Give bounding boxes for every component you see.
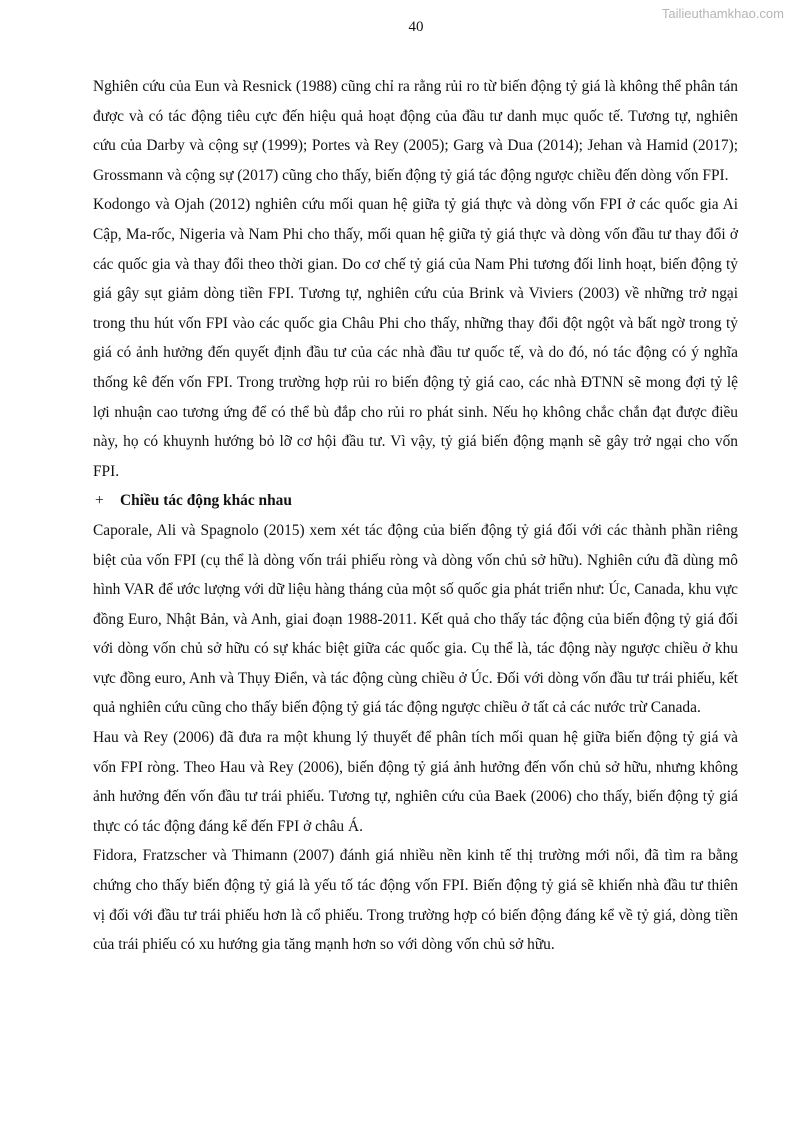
paragraph-3: Caporale, Ali và Spagnolo (2015) xem xét tác động của biến động tỷ giá đối với các thành phần riêng biệt của vốn FPI (cụ thể là dòng vốn trái phiếu ròng và dòng vốn chủ sở hữu). Nghiên cứu đã dùng mô hình VAR để ước lượng với dữ liệu hàng tháng của một số quốc gia phát triển như: Úc, Canada, khu vực đồng Euro, Nhật Bản, và Anh, giai đoạn 1988-2011. Kết quả cho thấy tác động của biến động tỷ giá đối với dòng vốn chủ sở hữu có sự khác biệt giữa các quốc gia. Cụ thể là, tác động này ngược chiều ở khu vực đồng euro, Anh và Thụy Điển, và tác động cùng chiều ở Úc. Đối với dòng vốn đầu tư trái phiếu, kết quả nghiên cứu cũng cho thấy biến động tỷ giá tác động ngược chiều ở tất cả các nước trừ Canada. [93, 521, 738, 717]
page-number: 40 [408, 19, 424, 35]
paragraph-5: Fidora, Fratzscher và Thimann (2007) đánh giá nhiều nền kinh tế thị trường mới nổi, đã tìm ra bằng chứng cho thấy biến động tỷ giá là yếu tố tác động vốn FPI. Biến động tỷ giá sẽ khiến nhà đầu tư thiên vị đối với đầu tư trái phiếu hơn là cổ phiếu. Trong trường hợp có biến động đáng kể về tỷ giá, dòng tiền của trái phiếu có xu hướng gia tăng mạnh hơn so với dòng vốn chủ sở hữu. [93, 847, 738, 954]
section-heading-text: Chiều tác động khác nhau [120, 492, 292, 510]
paragraph-4: Hau và Rey (2006) đã đưa ra một khung lý thuyết để phân tích mối quan hệ giữa biến động tỷ giá và vốn FPI ròng. Theo Hau và Rey (2006), biến động tỷ giá ảnh hưởng đến vốn chủ sở hữu, nhưng không ảnh hưởng đến vốn đầu tư trái phiếu. Tương tự, nghiên cứu của Baek (2006) cho thấy, biến động tỷ giá thực có tác động đáng kể đến FPI ở châu Á. [93, 729, 738, 835]
plus-bullet: + [95, 492, 104, 510]
watermark-text: Tailieuthamkhao.com [661, 6, 784, 21]
document-body [93, 72, 738, 960]
paragraph-1: Nghiên cứu của Eun và Resnick (1988) cũng chỉ ra rằng rủi ro từ biến động tỷ giá là không thể phân tán được và có tác động tiêu cực đến hiệu quả hoạt động của đầu tư danh mục quốc tế. Tương tự, nghiên cứu của Darby và cộng sự (1999); Portes và Rey (2005); Garg và Dua (2014); Jehan và Hamid (2017); Grossmann và cộng sự (2017) cũng cho thấy, biến động tỷ giá tác động ngược chiều đến dòng vốn FPI. [93, 78, 738, 184]
section-heading [93, 486, 738, 516]
paragraph-2: Kodongo và Ojah (2012) nghiên cứu mối quan hệ giữa tỷ giá thực và dòng vốn FPI ở các quốc gia Ai Cập, Ma-rốc, Nigeria và Nam Phi cho thấy, mối quan hệ giữa tỷ giá thực và dòng vốn đầu tư thay đổi ở các quốc gia và thay đổi theo thời gian. Do cơ chế tỷ giá của Nam Phi tương đối linh hoạt, biến động tỷ giá gây sụt giảm dòng tiền FPI. Tương tự, nghiên cứu của Brink và Viviers (2003) về những trở ngại trong thu hút vốn FPI vào các quốc gia Châu Phi cho thấy, những thay đổi đột ngột và bất ngờ trong tỷ giá có ảnh hưởng đến quyết định đầu tư của các nhà đầu tư quốc tế, và do đó, nó tác động có ý nghĩa thống kê đến vốn FPI. Trong trường hợp rủi ro biến động tỷ giá cao, các nhà ĐTNN sẽ mong đợi tỷ lệ lợi nhuận cao tương ứng để có thể bù đắp cho rủi ro phát sinh. Nếu họ không chắc chắn đạt được điều này, họ có khuynh hướng bỏ lỡ cơ hội đầu tư. Vì vậy, tỷ giá biến động mạnh sẽ gây trở ngại cho vốn FPI. [93, 196, 738, 480]
